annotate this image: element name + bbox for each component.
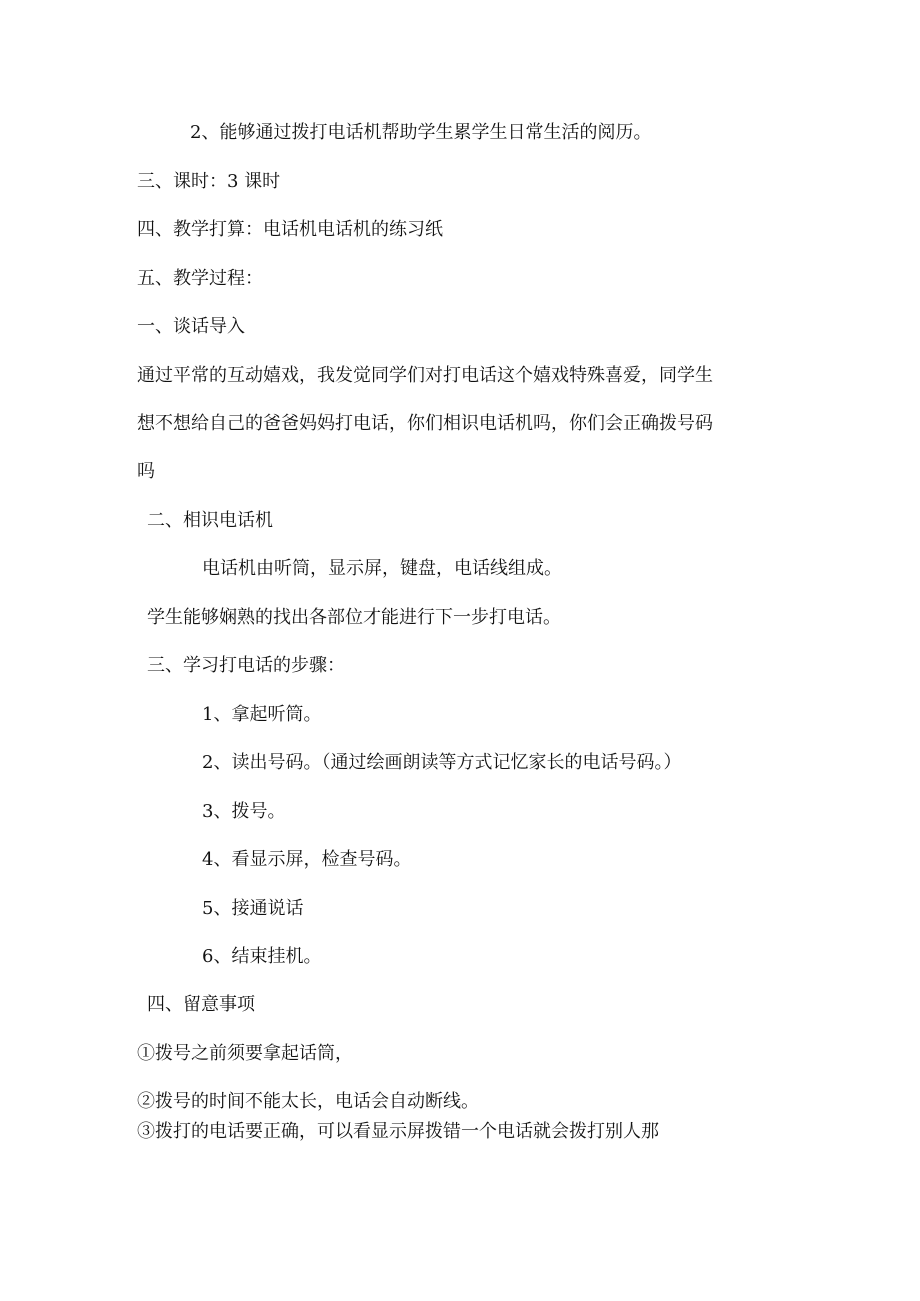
part-1-paragraph-line: 通过平常的互动嬉戏，我发觉同学们对打电话这个嬉戏特殊喜爱，同学生 bbox=[137, 365, 713, 386]
goal-2-line: 2、能够通过拨打电话机帮助学生累学生日常生活的阅历。 bbox=[190, 122, 652, 143]
part-2-heading: 二、相识电话机 bbox=[147, 510, 273, 531]
part-1-heading: 一、谈话导入 bbox=[137, 316, 245, 337]
part-1-paragraph-line: 想不想给自己的爸爸妈妈打电话，你们相识电话机吗，你们会正确拨号码 bbox=[137, 413, 713, 434]
note-item: ②拨号的时间不能太长，电话会自动断线。 bbox=[137, 1091, 479, 1112]
part-4-heading: 四、留意事项 bbox=[147, 994, 255, 1015]
step-item: 4、看显示屏，检查号码。 bbox=[202, 849, 412, 870]
class-hours-heading: 三、课时：3 课时 bbox=[137, 171, 281, 192]
part-1-paragraph-line: 吗 bbox=[137, 461, 155, 482]
teaching-process-heading: 五、教学过程： bbox=[137, 268, 263, 289]
step-item: 1、拿起听筒。 bbox=[202, 704, 322, 725]
note-item: ①拨号之前须要拿起话筒， bbox=[137, 1043, 353, 1064]
teaching-prep-heading: 四、教学打算：电话机电话机的练习纸 bbox=[137, 219, 443, 240]
step-item: 3、拨号。 bbox=[202, 801, 286, 822]
step-item: 6、结束挂机。 bbox=[202, 946, 322, 967]
part-2-line: 电话机由听筒，显示屏，键盘，电话线组成。 bbox=[202, 558, 562, 579]
note-item: ③拨打的电话要正确，可以看显示屏拨错一个电话就会拨打别人那 bbox=[137, 1121, 659, 1142]
part-3-heading: 三、学习打电话的步骤： bbox=[147, 655, 345, 676]
step-item: 2、读出号码。（通过绘画朗读等方式记忆家长的电话号码。） bbox=[202, 752, 682, 773]
step-item: 5、接通说话 bbox=[202, 898, 304, 919]
part-2-line: 学生能够娴熟的找出各部位才能进行下一步打电话。 bbox=[147, 607, 561, 628]
